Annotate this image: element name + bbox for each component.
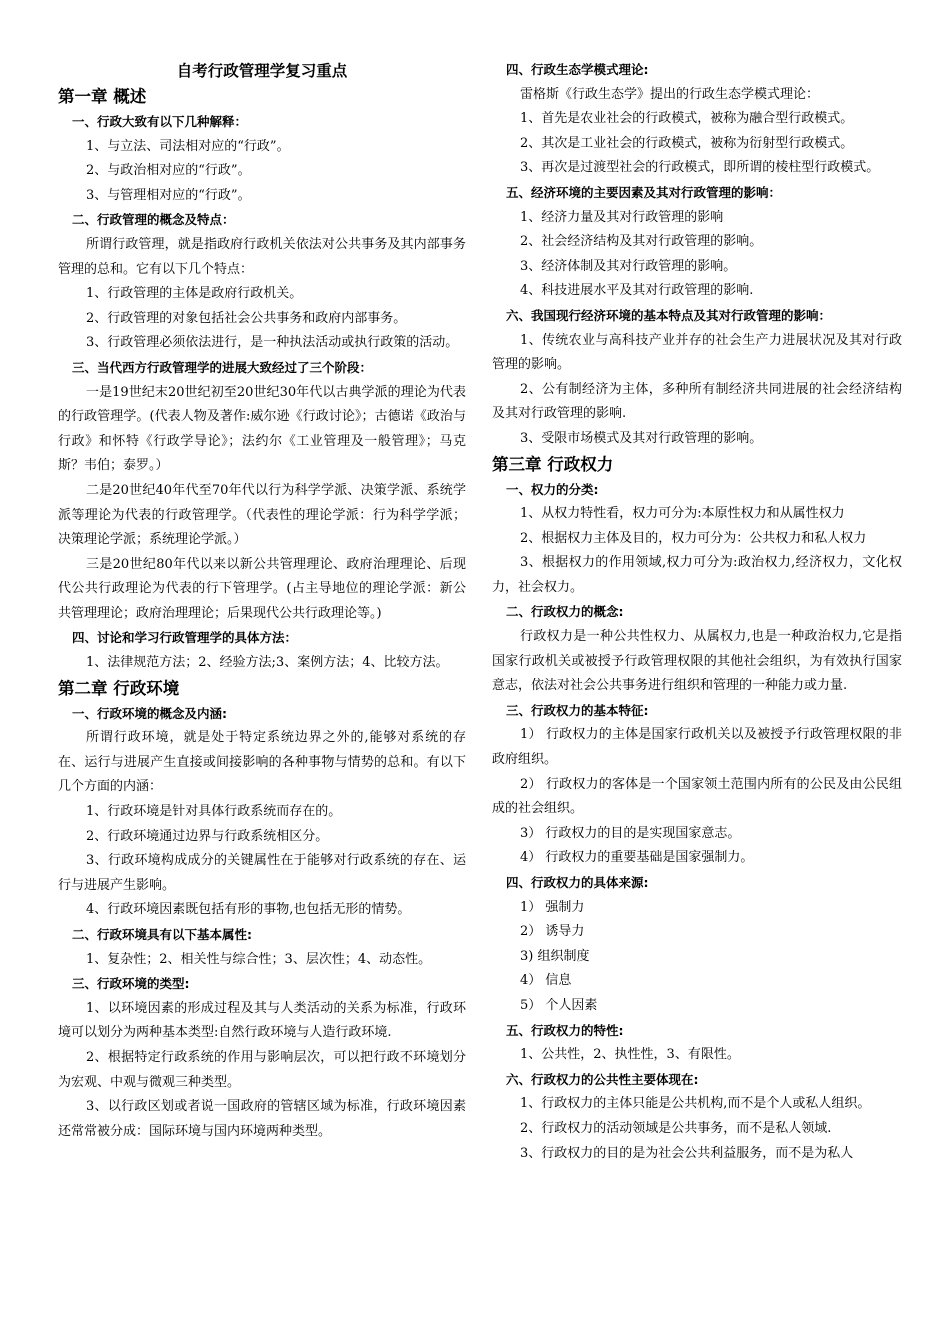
- list-item: 3、行政环境构成成分的关键属性在于能够对行政系统的存在、运行与进展产生影响。: [58, 853, 466, 893]
- list-item: 1） 强制力: [520, 899, 585, 915]
- paragraph: 所谓行政环境，就是处于特定系统边界之外的,能够对系统的存在、运行与进展产生直接或间接影响的各种事物与情势的总和。有以下几个方面的内涵：: [58, 730, 466, 795]
- list-item: 1、经济力量及其对行政管理的影响: [520, 209, 724, 225]
- section-heading: 三、行政权力的基本特征:: [506, 702, 649, 718]
- paragraph: 1、传统农业与高科技产业并存的社会生产力进展状况及其对行政管理的影响。: [492, 332, 902, 373]
- list-item: 3、行政管理必须依法进行，是一种执法活动或执行政策的活动。: [86, 335, 459, 351]
- paragraph: 1、从权力特性看，权力可分为:本原性权力和从属性权力: [520, 506, 845, 522]
- document-title: 自考行政管理学复习重点: [176, 61, 348, 80]
- section-heading: 三、当代西方行政管理学的进展大致经过了三个阶段：: [72, 359, 373, 375]
- section-heading: 三、行政环境的类型:: [72, 976, 190, 992]
- paragraph: 所谓行政管理，就是指政府行政机关依法对公共事务及其内部事务管理的总和。它有以下几个特点：: [58, 236, 466, 277]
- paragraph: 2、根据特定行政系统的作用与影响层次，可以把行政不环境划分为宏观、中观与微观三种类型。: [58, 1049, 466, 1090]
- chapter-2-heading: 第二章 行政环境: [58, 678, 180, 698]
- paragraph: 三是20世纪80年代以来以新公共管理理论、政府治理理论、后现代公共行政理论为代表的行下管理学。(占主导地位的理论学派：新公共管理理论；政府治理理论；后果现代公共行政理论等。): [58, 556, 466, 621]
- list-item: 2、与政治相对应的“行政”。: [86, 163, 251, 179]
- list-item: 1、首先是农业社会的行政模式，被称为融合型行政模式。: [520, 111, 854, 127]
- paragraph: 1、复杂性；2、相关性与综合性；3、层次性；4、动态性。: [86, 951, 432, 967]
- list-item: 2、其次是工业社会的行政模式，被称为衍射型行政模式。: [520, 135, 854, 151]
- paragraph: 3、受限市场模式及其对行政管理的影响。: [520, 430, 763, 446]
- section-heading: 一、行政环境的概念及内涵:: [72, 705, 227, 721]
- paragraph: 行政权力是一种公共性权力、从属权力,也是一种政治权力,它是指国家行政机关或被授予行政管理权限的其他社会组织，为有效执行国家意志，依法对社会公共事务进行组织和管理的一种能力或力量.: [492, 629, 902, 694]
- list-item: 2、行政环境通过边界与行政系统相区分。: [86, 828, 329, 844]
- paragraph: 二是20世纪40年代至70年代以行为科学学派、决策学派、系统学派等理论为代表的行政管理学。（代表性的理论学派：行为科学学派；决策理论学派；系统理论学派。）: [58, 482, 466, 548]
- list-item: 3） 行政权力的目的是实现国家意志。: [520, 825, 741, 841]
- paragraph: 雷格斯《行政生态学》提出的行政生态学模式理论：: [520, 86, 820, 102]
- list-item: 4、行政环境因素既包括有形的事物,也包括无形的情势。: [86, 902, 411, 918]
- paragraph: 一是19世纪末20世纪初至20世纪30年代以古典学派的理论为代表的行政管理学。(代表人物及著作:威尔逊《行政讨论》；古德诺《政治与行政》和怀特《行政学导论》；法约尔《工业管理及一般管理》；马克斯？韦伯；泰罗。）: [58, 384, 466, 474]
- list-item: 1、与立法、司法相对应的“行政”。: [86, 138, 290, 154]
- list-item: 1、行政环境是针对具体行政系统而存在的。: [86, 804, 342, 820]
- section-heading: 六、我国现行经济环境的基本特点及其对行政管理的影响：: [506, 307, 832, 323]
- chapter-3-heading: 第三章 行政权力: [492, 454, 614, 474]
- section-heading: 五、经济环境的主要因素及其对行政管理的影响：: [506, 184, 782, 200]
- paragraph: 2、公有制经济为主体，多种所有制经济共同进展的社会经济结构及其对行政管理的影响.: [492, 381, 902, 422]
- section-heading: 一、行政大致有以下几种解释：: [72, 114, 248, 129]
- list-item: 2、行政权力的活动领域是公共事务，而不是私人领域.: [520, 1120, 832, 1136]
- list-item: 3、与管理相对应的“行政”。: [86, 187, 251, 203]
- chapter-1-heading: 第一章 概述: [58, 87, 147, 106]
- section-heading: 一、权力的分类:: [506, 481, 599, 497]
- right-column: [492, 58, 902, 1166]
- section-heading: 二、行政管理的概念及特点：: [72, 212, 235, 228]
- list-item: 4、科技进展水平及其对行政管理的影响.: [520, 283, 754, 299]
- list-item: 1、行政权力的主体只能是公共机构,而不是个人或私人组织。: [520, 1096, 871, 1112]
- list-item: 4） 信息: [520, 973, 572, 989]
- list-item: 3) 组织制度: [520, 948, 590, 964]
- section-heading: 六、行政权力的公共性主要体现在:: [506, 1071, 699, 1087]
- left-column: [58, 58, 466, 1144]
- paragraph: 3、以行政区划或者说一国政府的管辖区域为标准，行政环境因素还常常被分成：国际环境与国内环境两种类型。: [58, 1099, 466, 1139]
- list-item: 2） 诱导力: [520, 924, 585, 940]
- list-item: 2、行政管理的对象包括社会公共事务和政府内部事务。: [86, 310, 407, 326]
- paragraph: 3、根据权力的作用领域,权力可分为:政治权力,经济权力，文化权力，社会权力。: [492, 555, 902, 595]
- paragraph: 2、根据权力主体及目的，权力可分为：公共权力和私人权力: [520, 530, 867, 546]
- section-heading: 二、行政权力的概念:: [506, 604, 624, 620]
- section-heading: 四、讨论和学习行政管理学的具体方法：: [72, 630, 298, 646]
- list-item: 3、行政权力的目的是为社会公共利益服务，而不是为私人: [520, 1145, 854, 1161]
- list-item: 3、经济体制及其对行政管理的影响。: [520, 258, 737, 274]
- paragraph: 1、法律规范方法；2、经验方法;3、案例方法；4、比较方法。: [86, 655, 449, 671]
- section-heading: 五、行政权力的特性:: [506, 1022, 624, 1038]
- paragraph: 1） 行政权力的主体是国家行政机关以及被授予行政管理权限的非政府组织。: [492, 727, 902, 768]
- paragraph: 3、再次是过渡型社会的行政模式，即所谓的棱柱型行政模式。: [520, 160, 880, 176]
- section-heading: 四、行政权力的具体来源:: [506, 875, 649, 890]
- paragraph: 1、公共性，2、执性性，3、有限性。: [520, 1047, 740, 1063]
- section-heading: 二、行政环境具有以下基本属性:: [72, 927, 252, 942]
- list-item: 4） 行政权力的重要基础是国家强制力。: [520, 850, 754, 866]
- section-heading: 四、行政生态学模式理论:: [506, 62, 649, 77]
- paragraph: 1、以环境因素的形成过程及其与人类活动的关系为标准，行政环境可以划分为两种基本类型:自然行政环境与人造行政环境.: [58, 1000, 466, 1041]
- list-item: 1、行政管理的主体是政府行政机关。: [86, 286, 303, 302]
- list-item: 5） 个人因素: [520, 997, 598, 1013]
- paragraph: 2） 行政权力的客体是一个国家领土范围内所有的公民及由公民组成的社会组织。: [492, 776, 902, 817]
- list-item: 2、社会经济结构及其对行政管理的影响。: [520, 234, 763, 250]
